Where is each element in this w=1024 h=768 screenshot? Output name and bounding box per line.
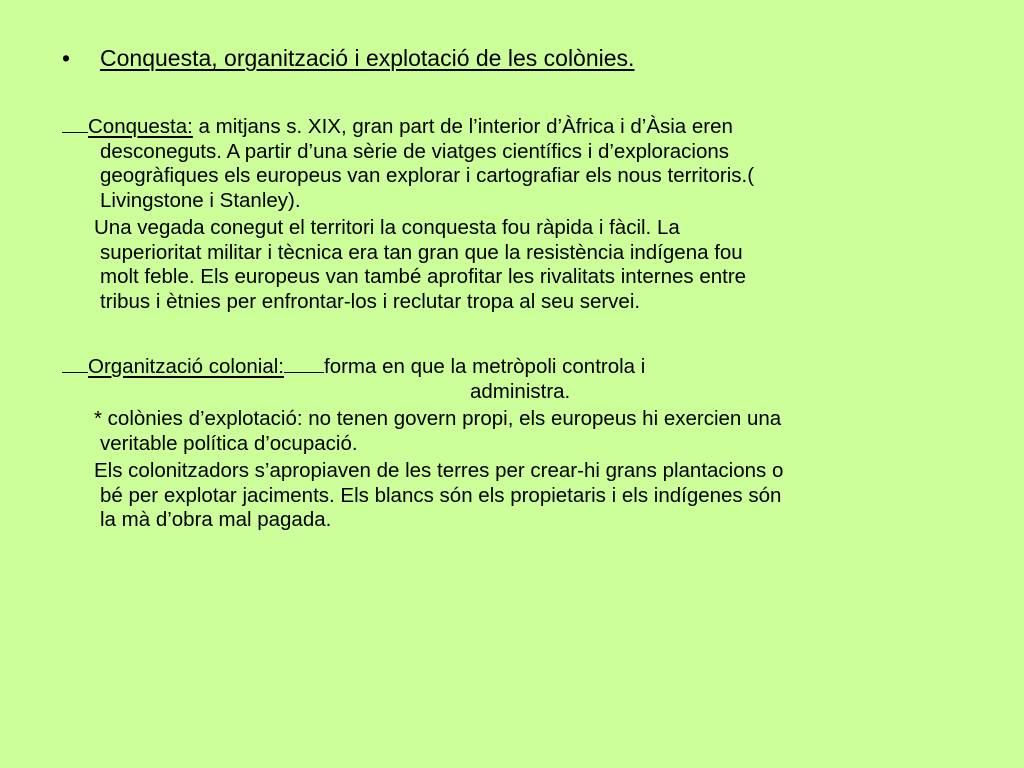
paragraph-line: geogràfiques els europeus van explorar i cartografiar els nous territoris.( [100, 164, 755, 187]
paragraph-line: Livingstone i Stanley). [100, 188, 301, 212]
paragraph-line: superioritat militar i tècnica era tan gran que la resistència indígena fou [100, 240, 743, 264]
bullet-icon: • [62, 45, 71, 71]
organitzacio-text: forma en que la metròpoli controla i [324, 355, 646, 378]
paragraph-line: desconeguts. A partir d’una sèrie de viatges científics i d’exploracions [100, 139, 730, 163]
paragraph-line: molt feble. Els europeus van també aprofitar les rivalitats internes entre [100, 265, 747, 288]
paragraph-line: la mà d’obra mal pagada. [100, 508, 332, 531]
paragraph-line: administra. [470, 379, 571, 403]
underline-blank [62, 354, 88, 373]
organitzacio-first-line [62, 354, 783, 380]
title-text: Conquesta, organització i explotació de les colònies. [100, 45, 635, 71]
slide-title [62, 44, 634, 72]
paragraph-line: Els colonitzadors s’apropiaven de les terres per crear-hi grans plantacions o [94, 459, 784, 482]
underline-blank [62, 114, 88, 133]
conquesta-text: a mitjans s. XIX, gran part de l’interior d’Àfrica i d’Àsia eren [192, 115, 733, 138]
conquesta-label: Conquesta: [88, 115, 193, 138]
paragraph-line: bé per explotar jaciments. Els blancs són els propietaris i els indígenes són [100, 483, 782, 507]
paragraph-line: veritable política d’ocupació. [100, 431, 358, 455]
paragraph-line: tribus i ètnies per enfrontar-los i reclutar tropa al seu servei. [100, 289, 641, 313]
paragraph-line: Una vegada conegut el territori la conquesta fou ràpida i fàcil. La [94, 216, 680, 239]
organitzacio-section [62, 354, 783, 533]
paragraph-line: * colònies d’explotació: no tenen govern propi, els europeus hi exercien una [94, 407, 782, 430]
conquesta-first-line [62, 114, 754, 140]
organitzacio-label: Organització colonial: [88, 355, 284, 378]
underline-blank [284, 354, 324, 373]
conquesta-section [62, 114, 754, 314]
